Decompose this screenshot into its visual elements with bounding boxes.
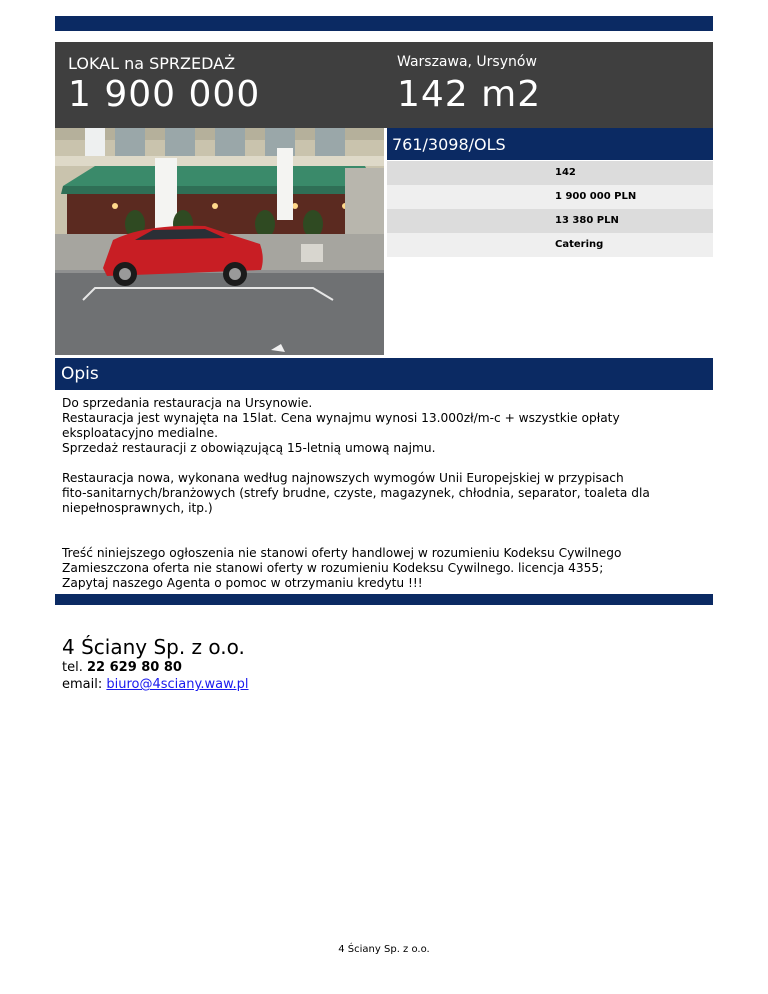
disclaimer-line: Zamieszczona oferta nie stanowi oferty w rozumieniu Kodeksu Cywilnego. licencja 4355;	[62, 561, 604, 575]
description-line: fito-sanitarnych/branżowych (strefy brudne, czyste, magazynek, chłodnia, separator, toaleta dla	[62, 486, 650, 500]
detail-row	[387, 209, 713, 233]
description-line: Do sprzedania restauracja na Ursynowie.	[62, 396, 313, 410]
details-table	[387, 161, 713, 257]
description-line: eksploatacyjno medialne.	[62, 426, 218, 440]
email-link[interactable]: biuro@4sciany.waw.pl	[106, 677, 249, 692]
detail-value: 1 900 000 PLN	[555, 191, 637, 202]
bottom-accent-bar	[55, 594, 713, 605]
company-contact	[62, 635, 249, 693]
description-line: niepełnosprawnych, itp.)	[62, 501, 213, 515]
phone-line	[62, 659, 249, 676]
detail-row	[387, 185, 713, 209]
reference-bar	[387, 128, 713, 160]
page-footer: 4 Ściany Sp. z o.o.	[338, 944, 430, 955]
detail-value: 13 380 PLN	[555, 215, 619, 226]
listing-type: LOKAL na SPRZEDAŻ	[68, 54, 236, 73]
listing-price: 1 900 000	[68, 74, 261, 115]
email-label: email:	[62, 677, 103, 692]
property-photo	[55, 128, 384, 355]
description-heading-bar	[55, 358, 713, 390]
description-line: Restauracja nowa, wykonana według najnowszych wymogów Unii Europejskiej w przypisach	[62, 471, 624, 485]
email-line	[62, 676, 249, 693]
detail-value: Catering	[555, 239, 604, 250]
listing-area: 142 m2	[397, 74, 542, 115]
disclaimer-line: Zapytaj naszego Agenta o pomoc w otrzymaniu kredytu !!!	[62, 576, 423, 590]
listing-location: Warszawa, Ursynów	[397, 54, 537, 70]
company-name: 4 Ściany Sp. z o.o.	[62, 635, 245, 659]
description-line: Restauracja jest wynajęta na 15lat. Cena wynajmu wynosi 13.000zł/m-c + wszystkie opłaty	[62, 411, 620, 425]
disclaimer-line: Treść niniejszego ogłoszenia nie stanowi oferty handlowej w rozumieniu Kodeksu Cywilnego	[62, 546, 622, 560]
description-line: Sprzedaż restauracji z obowiązującą 15-letnią umową najmu.	[62, 441, 436, 455]
phone-label: tel.	[62, 660, 83, 675]
detail-row	[387, 161, 713, 185]
phone-number: 22 629 80 80	[86, 660, 182, 675]
detail-row	[387, 233, 713, 257]
description-heading: Opis	[61, 364, 99, 384]
description-body	[62, 396, 702, 591]
top-accent-bar	[55, 16, 713, 31]
detail-value: 142	[555, 167, 576, 178]
listing-reference: 761/3098/OLS	[392, 135, 506, 154]
listing-header	[55, 42, 713, 128]
